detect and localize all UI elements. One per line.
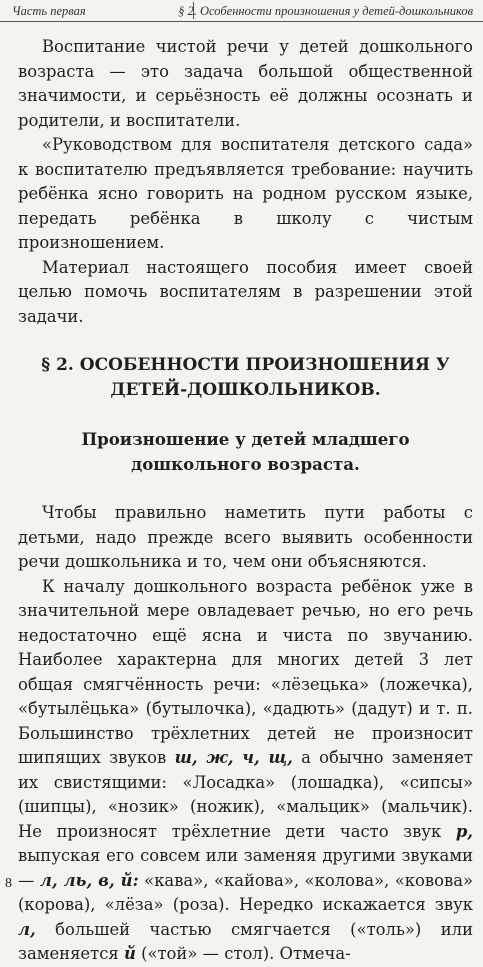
running-header [0, 0, 483, 22]
paragraph-2: «Руководством для воспитателя детского сада» к воспитателю предъявляется требование: научить ребёнка ясно говорить на родном русском языке, передать ребёнка в школу с чистым произношением. [18, 135, 473, 252]
paragraph-3: Материал настоящего пособия имеет своей целью помочь воспитателям в разрешении этой задачи. [18, 257, 473, 326]
text-run: «кава», «кайова», «колова», «ковова» (корова), «лёза» (роза). Нередко искажается звук [18, 870, 474, 914]
header-part-title: Часть первая [12, 4, 86, 18]
text-run: большей частью смягчается («толь») или заменяется [18, 919, 473, 963]
page-body [18, 35, 473, 967]
header-section-title: § 2. Особенности произношения у детей-дошкольников [178, 4, 473, 18]
sound-y: й [123, 944, 136, 963]
text-run: а обычно заменяет их свистящими: «Лосадка» (лошадка), «сипсы» (шипцы), «нозик» (ножик), «мальцик» (мальчик). Не произносят трёхлетние дети часто звук [18, 748, 474, 841]
paragraph-5 [18, 575, 473, 967]
header-rule [0, 21, 483, 22]
page-number: 8 [5, 876, 12, 891]
sound-l: л, [18, 919, 36, 939]
sound-r: р, [455, 821, 473, 841]
paragraph-4: Чтобы правильно наметить пути работы с детьми, надо прежде всего выявить особенности речи дошкольника и то, чем они объясняются. [18, 503, 473, 571]
subsection-heading: Произношение у детей младшего дошкольного возраста. [81, 429, 410, 474]
text-run: К началу дошкольного возраста ребёнок уже в значительной мере овладевает речью, но его речь недостаточно ещё ясна и чиста по звучанию. Наиболее характерна для многих детей 3 лет общая смягчённость речи: «лёзецька» (ложечка), «бутылёцька» (бутылочка), «дадють» (дадут) и т. п. Большинство трёхлетних детей не произносит шипящих звуков [18, 576, 473, 767]
paragraph-1: Воспитание чистой речи у детей дошкольного возраста — это задача большой общественной значимости, и серьёзность её должны осознать и родители, и воспитатели. [18, 37, 473, 130]
sounds-substitutes: л, ль, в, й: [39, 870, 139, 890]
text-run: выпуская его совсем или заменяя другими звуками — [18, 846, 473, 890]
sounds-hissing: ш, ж, ч, щ, [174, 748, 293, 767]
text-run: («той» — стол). Отмеча- [135, 944, 351, 963]
section-heading: § 2. ОСОБЕННОСТИ ПРОИЗНОШЕНИЯ У ДЕТЕЙ-ДОШКОЛЬНИКОВ. [41, 355, 450, 400]
